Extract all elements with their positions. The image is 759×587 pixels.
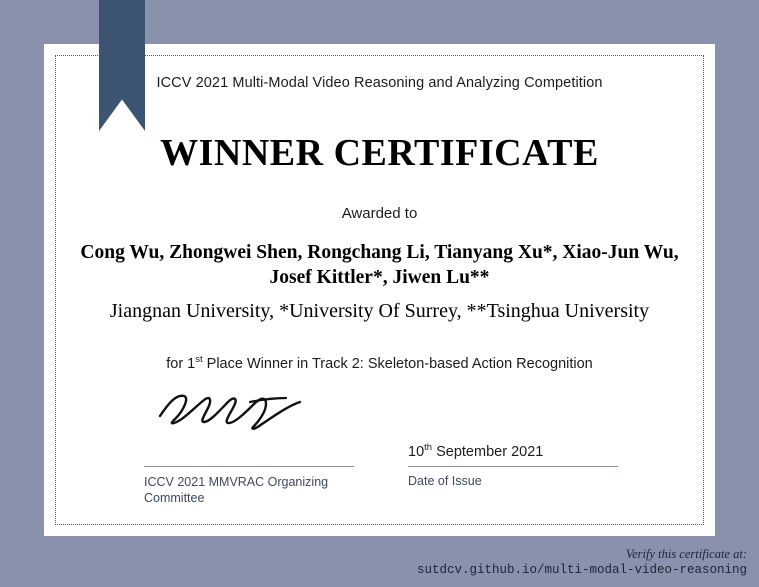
awarded-to-label: Awarded to	[341, 205, 418, 222]
verification-url[interactable]: sutdcv.github.io/multi-modal-video-reasoning	[416, 563, 747, 577]
signature-caption: ICCV 2021 MMVRAC Organizing Committee	[144, 475, 329, 505]
award-reason-suffix: Place Winner in Track 2: Skeleton-based Action Recognition	[202, 355, 593, 372]
award-reason	[64, 354, 695, 372]
signature-line	[144, 466, 354, 467]
issue-date-rest: September 2021	[432, 443, 544, 460]
verification-note	[417, 546, 747, 578]
signature-icon	[154, 382, 324, 432]
competition-title: ICCV 2021 Multi-Modal Video Reasoning and Analyzing Competition	[156, 75, 603, 91]
award-reason-prefix: for 1	[166, 355, 196, 372]
page-title: WINNER CERTIFICATE	[160, 132, 599, 174]
issue-date	[408, 442, 543, 460]
recipient-names: Cong Wu, Zhongwei Shen, Rongchang Li, Tianyang Xu*, Xiao-Jun Wu, Josef Kittler*, Jiwen Lu**	[80, 242, 679, 288]
verification-label: Verify this certificate at:	[625, 547, 747, 561]
issue-date-day: 10	[408, 443, 425, 460]
issue-date-ordinal: th	[424, 442, 433, 453]
award-reason-ordinal: st	[195, 354, 203, 365]
date-caption: Date of Issue	[408, 474, 482, 488]
date-line	[408, 466, 618, 467]
recipient-affiliations: Jiangnan University, *University Of Surrey, **Tsinghua University	[109, 300, 650, 322]
